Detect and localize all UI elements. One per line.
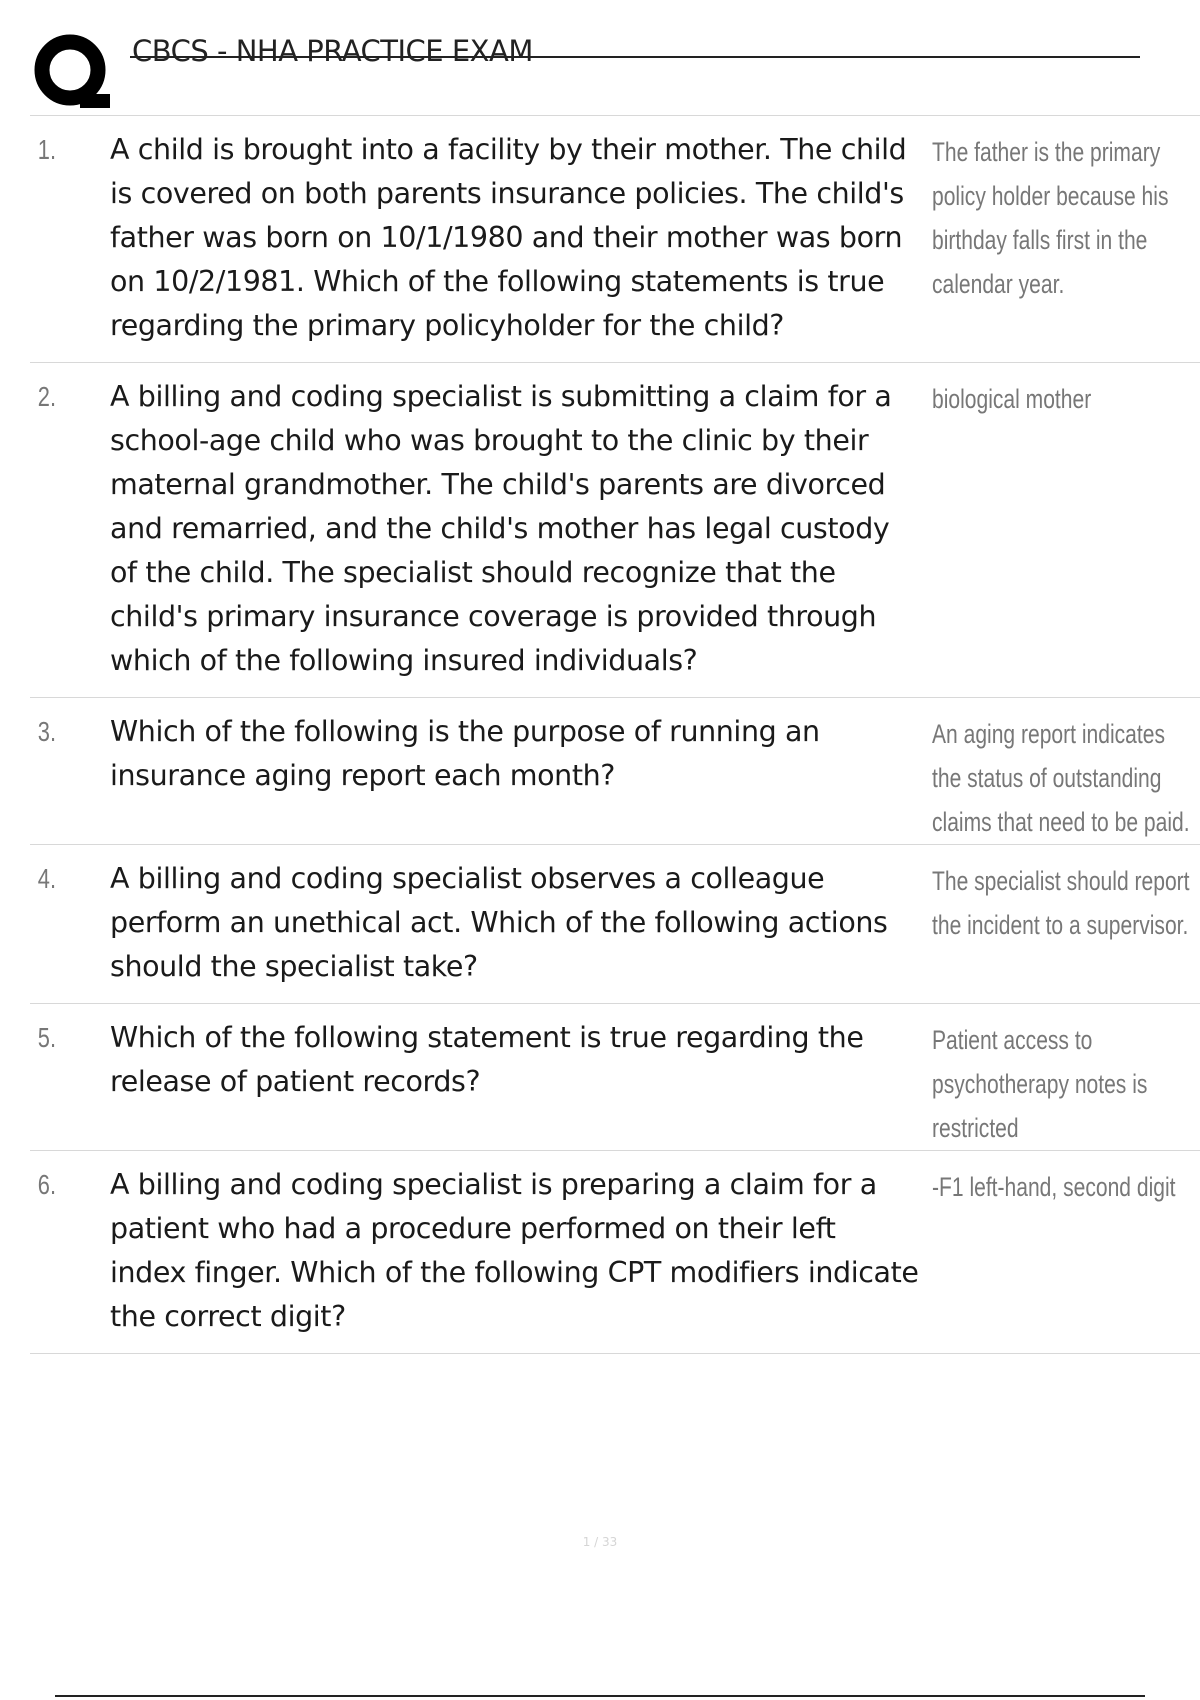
answer-text bbox=[920, 1151, 1190, 1353]
document-title: CBCS - NHA PRACTICE EXAM bbox=[132, 34, 533, 68]
question-row bbox=[30, 116, 1200, 363]
answer-text bbox=[920, 116, 1190, 362]
question-row bbox=[30, 1004, 1200, 1151]
answer-text bbox=[920, 698, 1190, 844]
answer-text-content: An aging report indicates the status of outstanding claims that need to be paid. bbox=[932, 719, 1190, 837]
question-text: Which of the following is the purpose of running an insurance aging report each month? bbox=[110, 715, 820, 792]
question-text: A billing and coding specialist is preparing a claim for a patient who had a procedure performed on their left index finger. Which of the following CPT modifiers indicate the correct digit? bbox=[110, 1168, 919, 1333]
question-text: A billing and coding specialist is submitting a claim for a school-age child who was brought to the clinic by their maternal grandmother. The child's parents are divorced and remarried, and the child's mother has legal custody of the child. The specialist should recognize that the child's primary insurance coverage is provided through which of the following insured individuals? bbox=[110, 380, 892, 677]
answer-text-content: biological mother bbox=[932, 384, 1092, 414]
page-number: 1 / 33 bbox=[582, 1535, 618, 1549]
question-list bbox=[30, 115, 1200, 1354]
answer-text-content: The father is the primary policy holder because his birthday falls first in the calendar year. bbox=[932, 137, 1169, 299]
answer-text-content: The specialist should report the incident to a supervisor. bbox=[932, 866, 1190, 940]
question-row bbox=[30, 363, 1200, 698]
footer-rule bbox=[55, 1695, 1145, 1697]
question-number: 6. bbox=[37, 1169, 57, 1200]
question-number: 3. bbox=[37, 716, 57, 747]
answer-text-content: -F1 left-hand, second digit bbox=[932, 1172, 1176, 1202]
answer-text-content: Patient access to psychotherapy notes is restricted bbox=[932, 1025, 1148, 1143]
question-number: 2. bbox=[37, 381, 57, 412]
question-text: A billing and coding specialist observes a colleague perform an unethical act. Which of the following actions should the specialist take? bbox=[110, 862, 888, 983]
q-logo-icon bbox=[30, 30, 114, 114]
answer-text bbox=[920, 845, 1190, 1003]
answer-text bbox=[920, 363, 1190, 697]
question-number: 4. bbox=[37, 863, 57, 894]
question-number: 1. bbox=[37, 134, 57, 165]
question-number: 5. bbox=[37, 1022, 57, 1053]
question-row bbox=[30, 845, 1200, 1004]
answer-text bbox=[920, 1004, 1190, 1150]
question-row bbox=[30, 698, 1200, 845]
question-text: A child is brought into a facility by their mother. The child is covered on both parents insurance policies. The child's father was born on 10/1/1980 and their mother was born on 10/2/1981. Which of the following statements is true regarding the primary policyholder for the child? bbox=[110, 133, 907, 342]
question-text: Which of the following statement is true regarding the release of patient records? bbox=[110, 1021, 864, 1098]
title-strike-rule bbox=[130, 56, 1140, 58]
question-row bbox=[30, 1151, 1200, 1354]
